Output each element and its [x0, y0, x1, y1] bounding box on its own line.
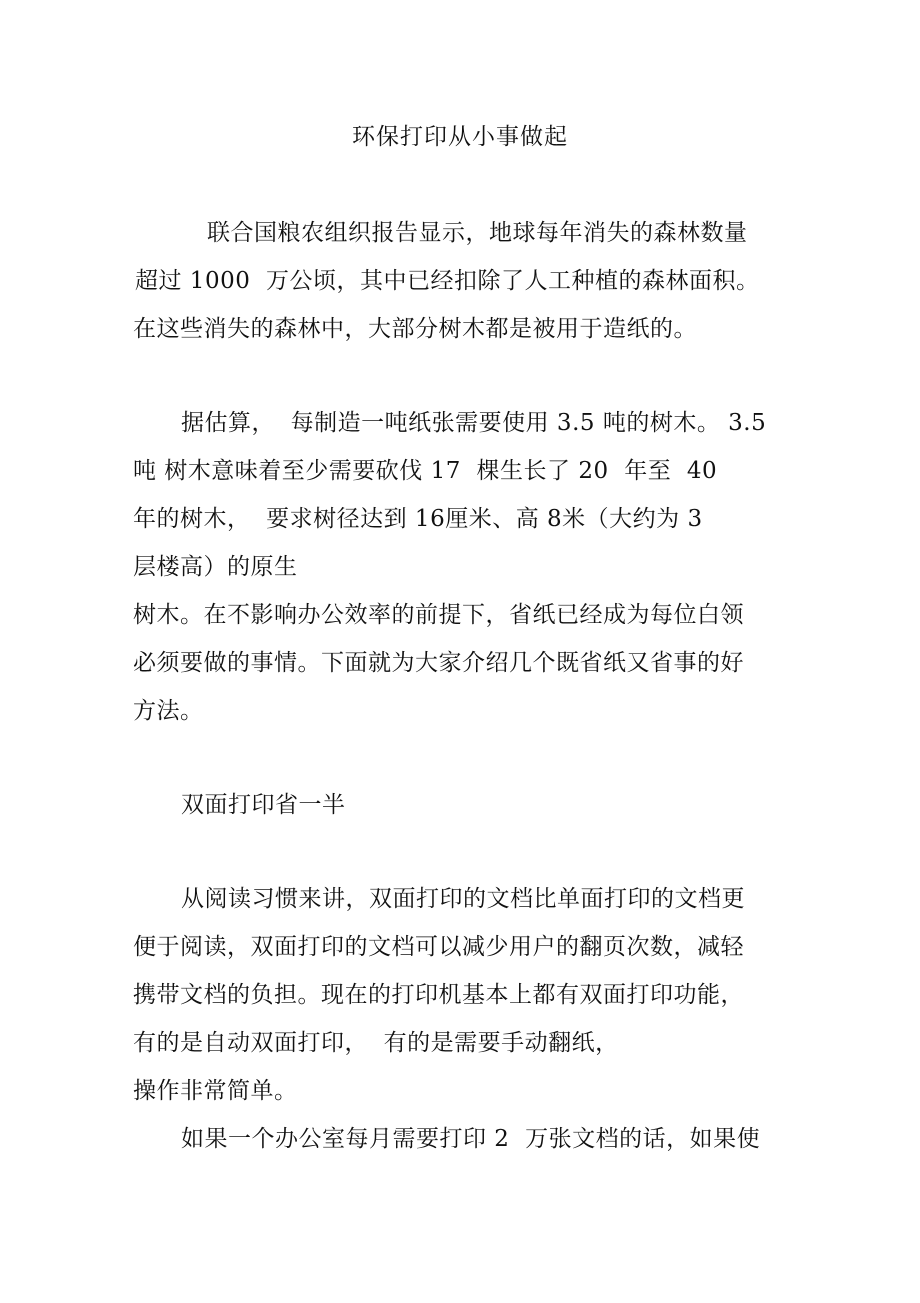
paragraph-line: 方法。: [133, 698, 204, 724]
paragraph-line: 从阅读习惯来讲，双面打印的文档比单面打印的文档更: [181, 886, 745, 912]
document-title: 环保打印从小事做起: [352, 124, 568, 150]
paragraph-line: 必须要做的事情。下面就为大家介绍几个既省纸又省事的好: [133, 650, 744, 676]
section-heading: 双面打印省一半: [181, 792, 346, 818]
paragraph-line: 便于阅读，双面打印的文档可以减少用户的翻页次数，减轻: [133, 934, 744, 960]
paragraph-line: 层楼高）的原生: [133, 554, 298, 580]
paragraph-line: 树木。在不影响办公效率的前提下，省纸已经成为每位白领: [133, 602, 744, 628]
paragraph-line: 操作非常简单。: [133, 1078, 298, 1104]
paragraph-line: 超过 1000 万公顷，其中已经扣除了人工种植的森林面积。: [135, 268, 760, 294]
paragraph-line: 据估算， 每制造一吨纸张需要使用 3.5 吨的树木。 3.5: [181, 410, 767, 436]
paragraph-line: 年的树木， 要求树径达到 16厘米、高 8米（大约为 3: [133, 506, 703, 532]
paragraph-line: 有的是自动双面打印， 有的是需要手动翻纸，: [133, 1030, 619, 1056]
paragraph-line: 携带文档的负担。现在的打印机基本上都有双面打印功能，: [133, 982, 744, 1008]
paragraph-line: 如果一个办公室每月需要打印 2 万张文档的话，如果使: [181, 1126, 761, 1152]
paragraph-line: 联合国粮农组织报告显示，地球每年消失的森林数量: [207, 220, 748, 246]
paragraph-line: 吨 树木意味着至少需要砍伐 17 棵生长了 20 年至 40: [133, 458, 718, 484]
paragraph-line: 在这些消失的森林中，大部分树木都是被用于造纸的。: [133, 316, 697, 342]
